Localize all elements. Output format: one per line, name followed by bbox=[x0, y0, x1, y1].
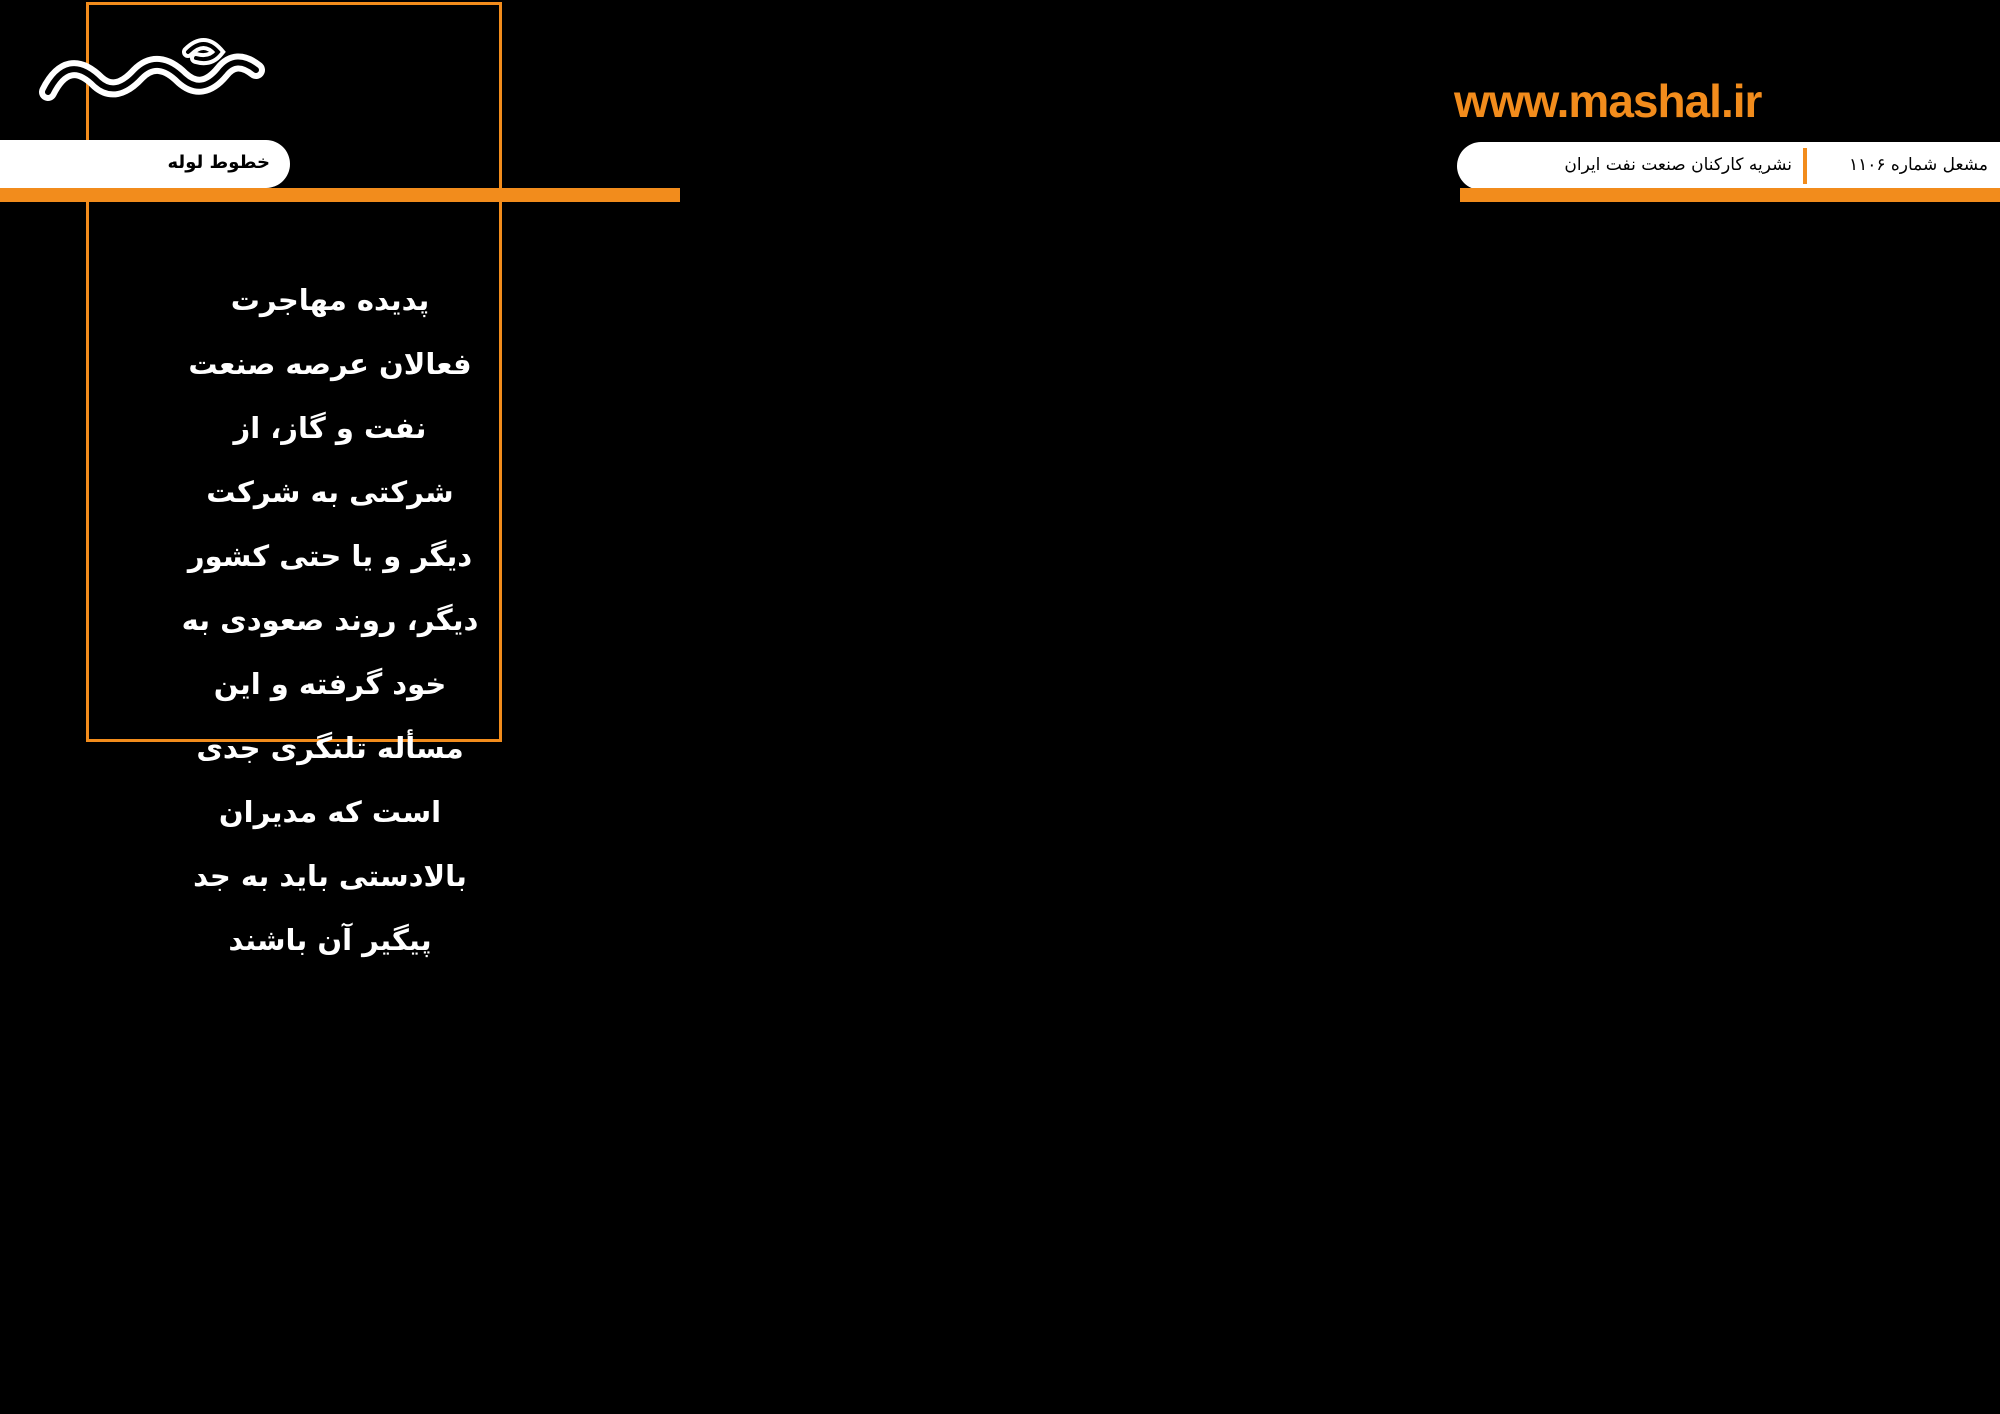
bar-separator bbox=[1803, 148, 1807, 184]
orange-rule-left bbox=[0, 188, 680, 202]
issue-label: مشعل شماره ۱۱۰۶ bbox=[1848, 155, 1988, 175]
publication-label: نشریه کارکنان صنعت نفت ایران bbox=[1564, 155, 1792, 175]
pull-quote: پدیده مهاجرت فعالان عرصه صنعت نفت و گاز، از شرکتی به شرکت دیگر و یا حتی کشور دیگر، روند صعودی به خود گرفته و این مسأله تلنگری جدی است که مدیران بالادستی باید به جد پیگیر آن باشند bbox=[181, 283, 479, 957]
orange-rule-right bbox=[1460, 188, 2000, 202]
mashal-logo bbox=[38, 22, 266, 130]
website-url[interactable]: www.mashal.ir bbox=[1454, 75, 1762, 127]
section-bar bbox=[0, 140, 290, 188]
issue-bar bbox=[1457, 142, 2000, 190]
section-label: خطوط لوله bbox=[167, 152, 270, 173]
